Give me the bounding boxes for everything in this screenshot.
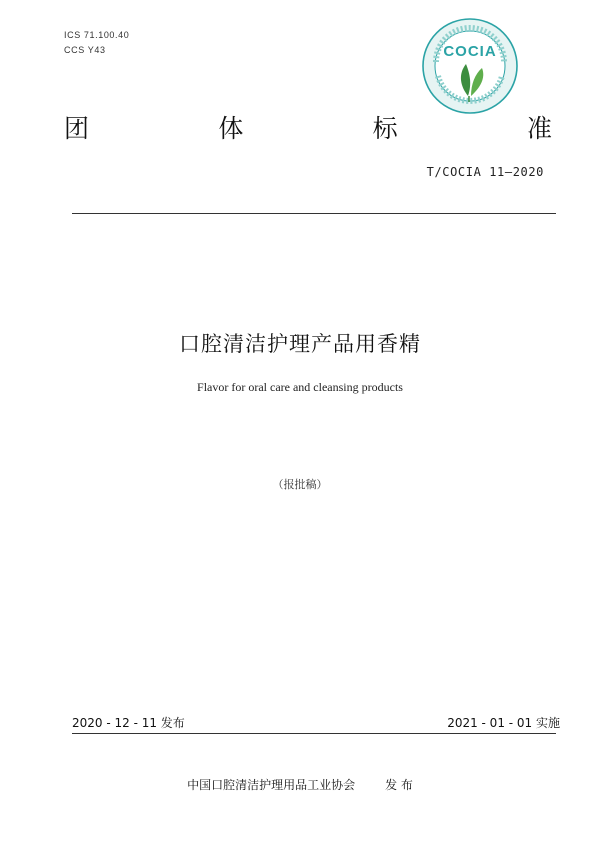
draft-status-label: （报批稿）	[272, 478, 328, 491]
publisher-name: 中国口腔清洁护理用品工业协会	[187, 778, 356, 792]
effective-date: 2021 - 01 - 01 实施	[447, 716, 560, 730]
logo-text: COCIA	[443, 43, 497, 60]
document-title-english: Flavor for oral care and cleansing products	[197, 380, 403, 394]
association-logo	[420, 16, 520, 116]
ics-code: ICS 71.100.40	[64, 30, 130, 40]
publisher-line	[0, 776, 600, 793]
standard-type-heading	[64, 112, 552, 146]
standard-type-char: 准	[526, 114, 552, 143]
standard-type-char: 体	[218, 114, 244, 143]
standard-type-char: 团	[64, 114, 90, 143]
footer-divider	[72, 733, 556, 734]
cocia-leaf-logo-icon	[420, 16, 520, 116]
document-title-chinese: 口腔清洁护理产品用香精	[179, 332, 421, 356]
ccs-code: CCS Y43	[64, 45, 106, 55]
issue-date: 2020 - 12 - 11 发布	[72, 716, 185, 730]
standard-number: T/COCIA 11—2020	[426, 165, 544, 179]
publisher-action: 发 布	[385, 778, 413, 792]
standard-type-char: 标	[372, 114, 398, 143]
header-divider	[72, 213, 556, 214]
